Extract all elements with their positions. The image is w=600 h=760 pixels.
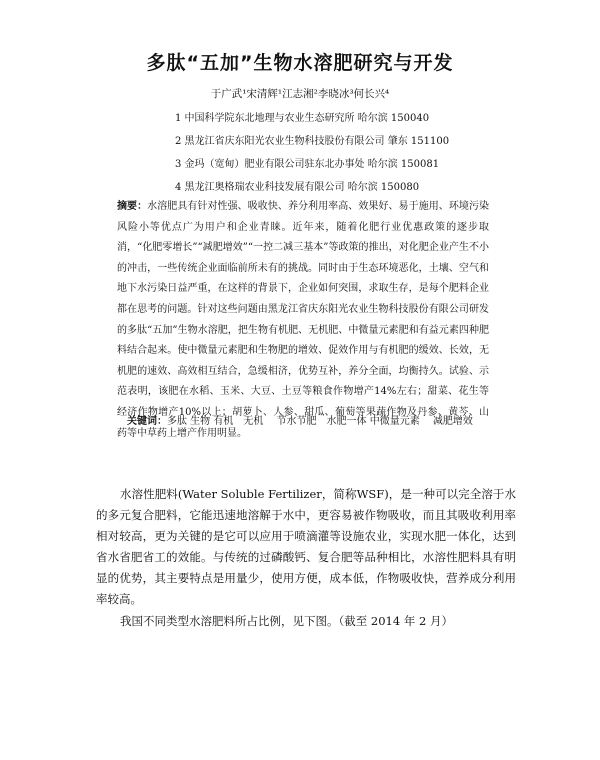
body-paragraph-1: 水溶性肥料(Water Soluble Fertilizer，简称WSF)，是一种可以完全溶于水的多元复合肥料，它能迅速地溶解于水中，更容易被作物吸收，而且其吸收利用率相对较高，更为关键的是它可以应用于喷滴灌等设施农业，实现水肥一体化，达到省水省肥省工的效能。与传统的过磷酸钙、复合肥等品种相比，水溶性肥料具有明显的优势，其主要特点是用量少，使用方便，成本低，作物吸收快，营养成分利用率较高。 xyxy=(96,487,516,606)
author-list: 于广武¹宋清辉¹江志湘²李晓冰³何长兴⁴ xyxy=(210,88,390,100)
keywords-label: 关键词： xyxy=(127,416,167,427)
affiliation-1: 1 中国科学院东北地理与农业生态研究所 哈尔滨 150040 xyxy=(175,113,430,124)
paper-title: 多肽“五加”生物水溶肥研究与开发 xyxy=(146,52,454,74)
keywords xyxy=(127,412,497,427)
abstract-label: 摘要： xyxy=(117,201,148,212)
keywords-text: 多肽 生物 有机 无机 节水节肥 水肥一体 中微量元素 减肥增效 xyxy=(167,416,473,427)
affiliation-2: 2 黑龙江省庆东阳光农业生物科技股份有限公司 肇东 151100 xyxy=(175,136,450,147)
abstract-text: 水溶肥具有针对性强、吸收快、养分利用率高、效果好、易于施用、环境污染风险小等优点广为用户和企业青睐。近年来，随着化肥行业优惠政策的逐步取消，“化肥零增长”“减肥增效”“一控二减三基本”等政策的推出，对化肥企业产生不小的冲击，一些传统企业面临前所未有的挑战。同时由于生态环境恶化，土壤、空气和地下水污染日益严重，在这样的背景下，企业如何突围，求取生存，是每个肥料企业都在思考的问题。针对这些问题由黑龙江省庆东阳光农业生物科技股份有限公司研发的多肽“五加”生物水溶肥，把生物有机肥、无机肥、中微量元素肥和有益元素四种肥料结合起来。使中微量元素肥和生物肥的增效、促效作用与有机肥的缓效、长效，无机肥的速效、高效相互结合，急缓相济，优势互补，养分全面，均衡持久。试验、示范表明，该肥在水稻、玉米、大豆、土豆等粮食作物增产14%左右；甜菜、花生等经济作物增产10%以上；胡萝卜、人参、甜瓜、葡萄等果蔬作物及丹参、黄芩、山药等中草药上增产作用明显。 xyxy=(117,201,490,439)
abstract xyxy=(117,197,489,444)
body-paragraph-2: 我国不同类型水溶肥料所占比例，见下图。（截至 2014 年 2 月） xyxy=(120,614,453,628)
affiliation-4: 4 黑龙江奥格瑞农业科技发展有限公司 哈尔滨 150080 xyxy=(175,182,420,193)
affiliation-3: 3 金玛（宽甸）肥业有限公司驻东北办事处 哈尔滨 150081 xyxy=(175,159,440,170)
